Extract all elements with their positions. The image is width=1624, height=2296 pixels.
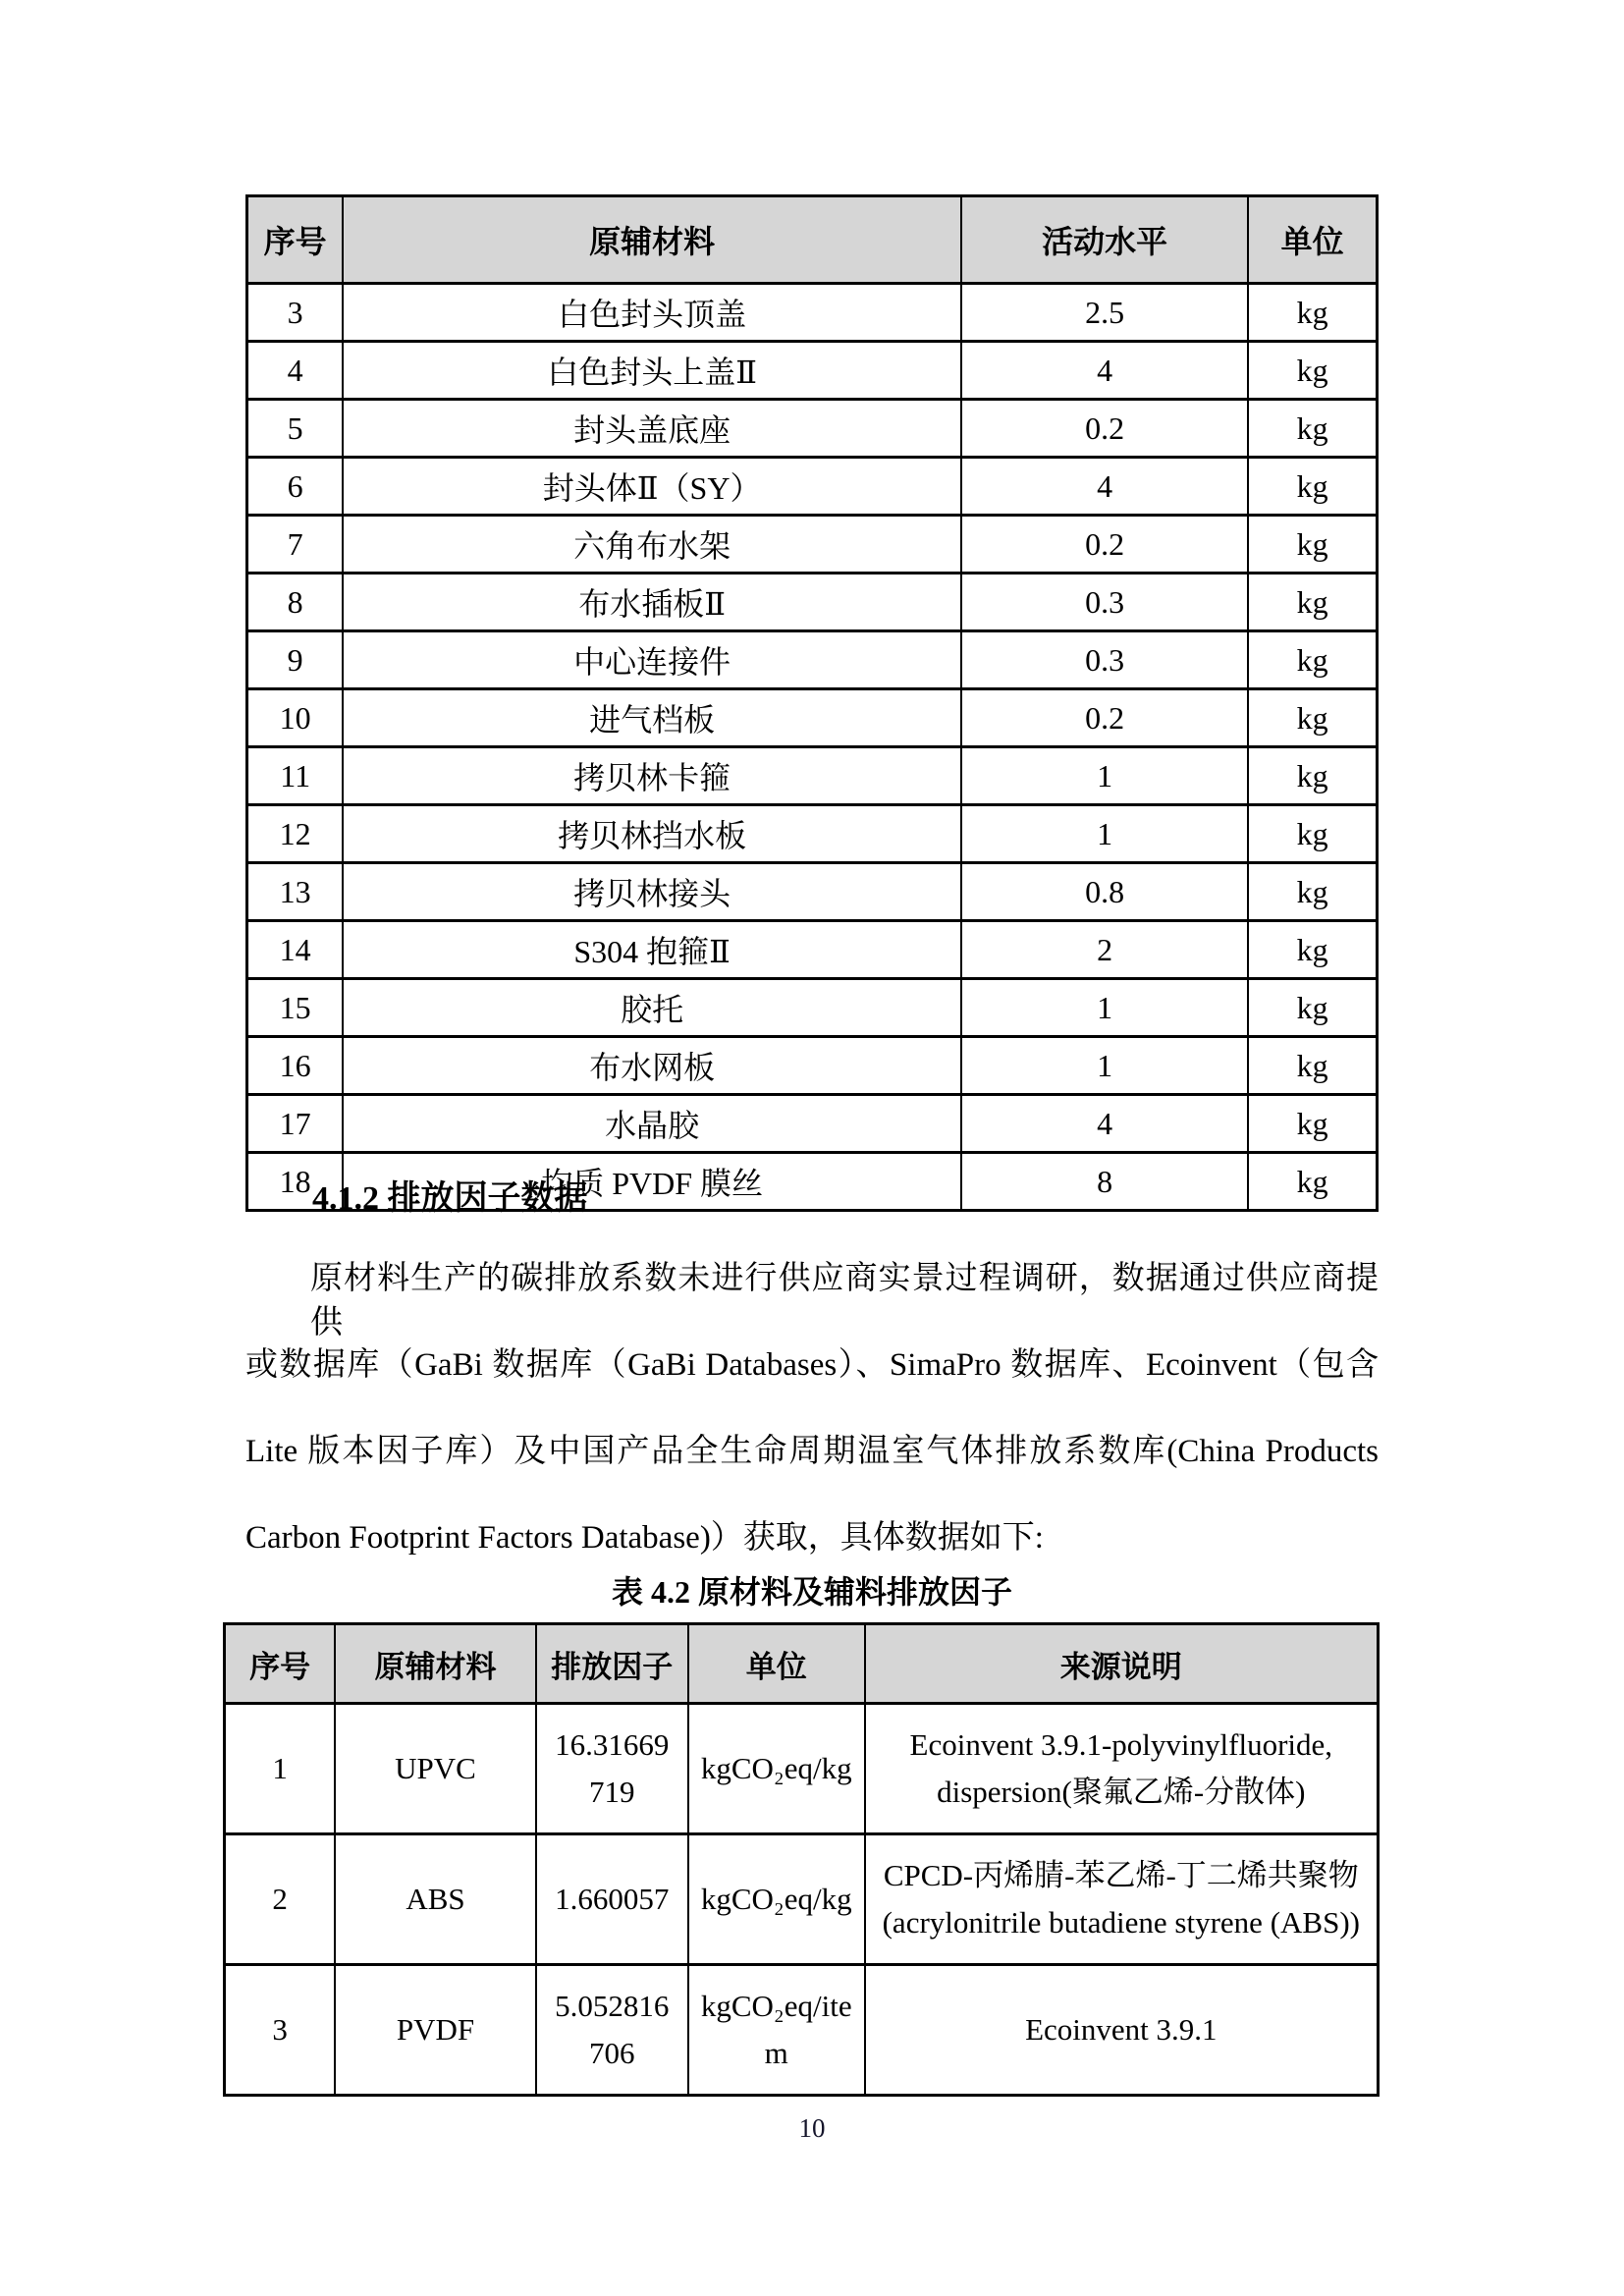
- table-row: [247, 1095, 1378, 1153]
- table-cell: kg: [1248, 284, 1377, 342]
- header-row: [247, 196, 1378, 284]
- materials-activity-table: [245, 194, 1379, 1212]
- table-row: [247, 342, 1378, 400]
- table-cell: 胶托: [343, 979, 961, 1037]
- table-body: [247, 284, 1378, 1211]
- table-cell: kg: [1248, 689, 1377, 747]
- table-row: [247, 631, 1378, 689]
- table-cell: 5.052816706: [536, 1965, 688, 2096]
- table-cell: CPCD-丙烯腈-苯乙烯-丁二烯共聚物(acrylonitrile butadiene styrene (ABS)): [865, 1834, 1379, 1965]
- table-cell: 1: [961, 747, 1248, 805]
- table-row: [247, 979, 1378, 1037]
- table-row: [247, 1037, 1378, 1095]
- paragraph-line: 或数据库（GaBi 数据库（GaBi Databases）、SimaPro 数据库、Ecoinvent（包含: [245, 1347, 1379, 1383]
- page-number: 10: [798, 2113, 826, 2143]
- table-row: [247, 921, 1378, 979]
- table-cell: 中心连接件: [343, 631, 961, 689]
- table-row: [225, 1834, 1379, 1965]
- table-cell: kg: [1248, 516, 1377, 574]
- column-header: 单位: [1248, 196, 1377, 284]
- table-cell: kg: [1248, 921, 1377, 979]
- table-cell: PVDF: [335, 1965, 535, 2096]
- table-cell: 0.2: [961, 400, 1248, 458]
- table-cell: kg: [1248, 574, 1377, 631]
- table-cell: 5: [247, 400, 344, 458]
- table-cell: 6: [247, 458, 344, 516]
- table-row: [247, 400, 1378, 458]
- emission-factors-table: [223, 1622, 1380, 2097]
- table-cell: kg: [1248, 979, 1377, 1037]
- table-cell: 0.3: [961, 574, 1248, 631]
- table-cell: 15: [247, 979, 344, 1037]
- table-cell: 17: [247, 1095, 344, 1153]
- table-row: [247, 516, 1378, 574]
- table-cell: ABS: [335, 1834, 535, 1965]
- table-cell: 18: [247, 1153, 344, 1211]
- paragraph-line: Carbon Footprint Factors Database)）获取，具体数据如下:: [245, 1520, 1044, 1556]
- paragraph-line: 原材料生产的碳排放系数未进行供应商实景过程调研，数据通过供应商提供: [310, 1261, 1379, 1340]
- table-cell: 1: [961, 805, 1248, 863]
- table-cell: 12: [247, 805, 344, 863]
- column-header: 单位: [688, 1624, 865, 1704]
- column-header: 活动水平: [961, 196, 1248, 284]
- column-header: 序号: [247, 196, 344, 284]
- table-cell: 8: [961, 1153, 1248, 1211]
- table-row: [247, 805, 1378, 863]
- table-cell: 六角布水架: [343, 516, 961, 574]
- table-row: [247, 689, 1378, 747]
- table-row: [247, 458, 1378, 516]
- table-cell: 10: [247, 689, 344, 747]
- table-cell: 4: [961, 458, 1248, 516]
- table-row: [247, 747, 1378, 805]
- table-cell: 1: [961, 979, 1248, 1037]
- table-cell: kg: [1248, 458, 1377, 516]
- column-header: 原辅材料: [343, 196, 961, 284]
- table-cell: 封头体Ⅱ（SY）: [343, 458, 961, 516]
- table-row: [247, 863, 1378, 921]
- table-cell: 白色封头顶盖: [343, 284, 961, 342]
- table-cell: kg: [1248, 805, 1377, 863]
- table-body: [225, 1704, 1379, 2096]
- table-cell: 16.31669719: [536, 1704, 688, 1834]
- table-cell: 9: [247, 631, 344, 689]
- table-cell: 拷贝林卡箍: [343, 747, 961, 805]
- table-cell: 布水插板Ⅱ: [343, 574, 961, 631]
- table-cell: Ecoinvent 3.9.1: [865, 1965, 1379, 2096]
- column-header: 序号: [225, 1624, 336, 1704]
- table-cell: 2: [961, 921, 1248, 979]
- table-cell: S304 抱箍Ⅱ: [343, 921, 961, 979]
- table-cell: 2: [225, 1834, 336, 1965]
- table-cell: 4: [961, 1095, 1248, 1153]
- table-cell: 14: [247, 921, 344, 979]
- table-cell: Ecoinvent 3.9.1-polyvinylfluoride, dispersion(聚氟乙烯-分散体): [865, 1704, 1379, 1834]
- table-head: [247, 196, 1378, 284]
- table-cell: 1: [225, 1704, 336, 1834]
- table-cell: 4: [247, 342, 344, 400]
- table-cell: 水晶胶: [343, 1095, 961, 1153]
- table-cell: 7: [247, 516, 344, 574]
- table-cell: 1.660057: [536, 1834, 688, 1965]
- table-cell: kg: [1248, 400, 1377, 458]
- table-cell: 2.5: [961, 284, 1248, 342]
- paragraph-line: Lite 版本因子库）及中国产品全生命周期温室气体排放系数库(China Products: [245, 1434, 1379, 1469]
- table-cell: kg: [1248, 631, 1377, 689]
- table-cell: 8: [247, 574, 344, 631]
- table-cell: 0.2: [961, 689, 1248, 747]
- table-head: [225, 1624, 1379, 1704]
- table-cell: 3: [247, 284, 344, 342]
- table-cell: 16: [247, 1037, 344, 1095]
- table-cell: kg: [1248, 1095, 1377, 1153]
- column-header: 排放因子: [536, 1624, 688, 1704]
- table-cell: 白色封头上盖Ⅱ: [343, 342, 961, 400]
- table-cell: kgCO₂eq/item: [688, 1965, 865, 2096]
- header-row: [225, 1624, 1379, 1704]
- table-cell: 均质 PVDF 膜丝: [343, 1153, 961, 1211]
- table-row: [225, 1704, 1379, 1834]
- table-cell: 封头盖底座: [343, 400, 961, 458]
- table-cell: kgCO₂eq/kg: [688, 1834, 865, 1965]
- table-cell: 13: [247, 863, 344, 921]
- section-heading: 4.1.2 排放因子数据: [312, 1180, 588, 1217]
- table-cell: kg: [1248, 1037, 1377, 1095]
- table-cell: 4: [961, 342, 1248, 400]
- table-cell: 0.8: [961, 863, 1248, 921]
- table-cell: kgCO₂eq/kg: [688, 1704, 865, 1834]
- table-row: [247, 574, 1378, 631]
- table-cell: kg: [1248, 342, 1377, 400]
- table-caption: 表 4.2 原材料及辅料排放因子: [611, 1574, 1012, 1610]
- table-cell: 0.3: [961, 631, 1248, 689]
- table-cell: 拷贝林接头: [343, 863, 961, 921]
- table-cell: 拷贝林挡水板: [343, 805, 961, 863]
- table-row: [225, 1965, 1379, 2096]
- table-cell: kg: [1248, 747, 1377, 805]
- column-header: 来源说明: [865, 1624, 1379, 1704]
- table-cell: kg: [1248, 863, 1377, 921]
- table-cell: 11: [247, 747, 344, 805]
- column-header: 原辅材料: [335, 1624, 535, 1704]
- table-cell: kg: [1248, 1153, 1377, 1211]
- table-cell: 0.2: [961, 516, 1248, 574]
- table-cell: 进气档板: [343, 689, 961, 747]
- table-cell: 布水网板: [343, 1037, 961, 1095]
- table-cell: 3: [225, 1965, 336, 2096]
- table-row: [247, 284, 1378, 342]
- table-cell: UPVC: [335, 1704, 535, 1834]
- table-cell: 1: [961, 1037, 1248, 1095]
